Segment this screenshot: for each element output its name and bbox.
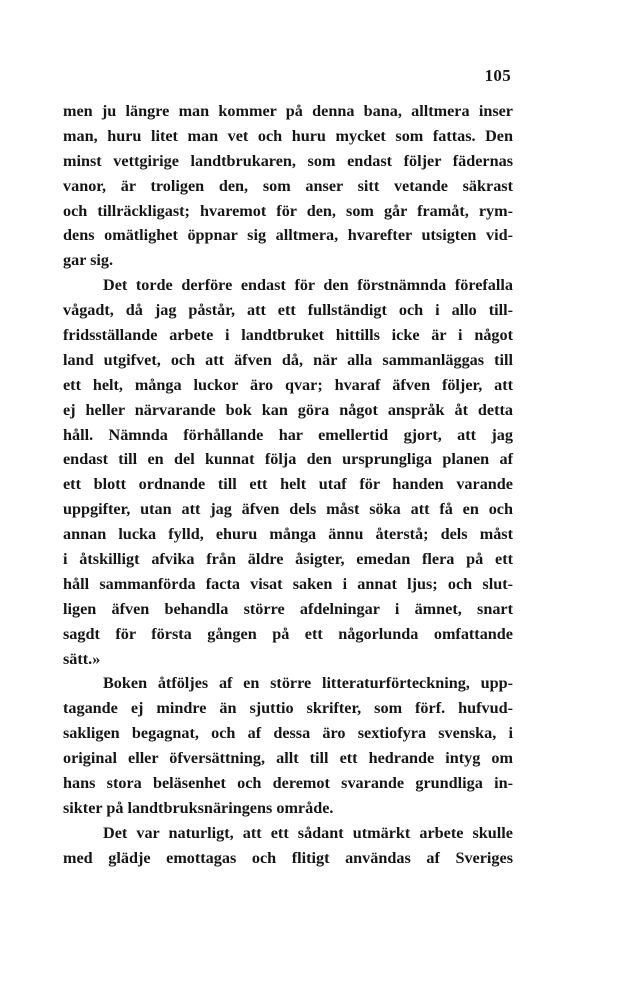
text-line: ett helt, många luckor äro qvar; hvaraf äfven följer, att bbox=[63, 375, 513, 394]
text-line: men ju längre man kommer på denna bana, alltmera inser bbox=[63, 102, 513, 120]
text-line: Boken åtföljes af en större litteraturförteckning, upp- bbox=[103, 674, 513, 693]
text-line: sagdt för första gången på ett någorlunda omfattande bbox=[63, 624, 513, 643]
text-line: minst vettgirige landtbrukaren, som endast följer fädernas bbox=[63, 151, 513, 170]
text-line: gar sig. bbox=[63, 251, 114, 270]
text-line: sätt.» bbox=[63, 649, 101, 668]
text-line: Det torde derföre endast för den förstnämnda förefalla bbox=[103, 276, 513, 295]
text-line: annan lucka fylld, ehuru många ännu återstå; dels måst bbox=[63, 525, 513, 544]
text-line: uppgifter, utan att jag äfven dels måst söka att få en och bbox=[63, 500, 513, 519]
text-line: Det var naturligt, att ett sådant utmärkt arbete skulle bbox=[103, 823, 513, 842]
text-line: hans stora beläsenhet och deremot svarande grundliga in- bbox=[63, 774, 513, 793]
text-line: endast till en del kunnat följa den ursprungliga planen af bbox=[63, 450, 513, 469]
text-line: håll. Nämnda förhållande har emellertid gjort, att jag bbox=[63, 425, 513, 444]
body-text bbox=[63, 99, 513, 871]
text-line: i åtskilligt afvika från äldre åsigter, emedan flera på ett bbox=[63, 550, 513, 569]
text-line: håll sammanförda facta visat saken i annat ljus; och slut- bbox=[63, 574, 513, 593]
text-line: vågadt, då jag påstår, att ett fullständigt och i allo till- bbox=[63, 301, 513, 320]
text-line: man, huru litet man vet och huru mycket som fattas. Den bbox=[63, 126, 513, 145]
text-line: fridsställande arbete i landtbruket hittills icke är i något bbox=[63, 326, 513, 345]
text-line: dens omätlighet öppnar sig alltmera, hvarefter utsigten vid- bbox=[63, 226, 513, 245]
text-line: ej heller närvarande bok kan göra något anspråk åt detta bbox=[63, 400, 513, 419]
text-line: ligen äfven behandla större afdelningar i ämnet, snart bbox=[63, 599, 513, 618]
text-line: sikter på landtbruksnäringens område. bbox=[63, 798, 334, 817]
page-number: 105 bbox=[484, 66, 511, 85]
text-line: med glädje emottagas och flitigt användas af Sveriges bbox=[63, 848, 513, 867]
text-line: land utgifvet, och att äfven då, när alla sammanläggas till bbox=[63, 350, 513, 369]
text-line: ett blott ordnande till ett helt utaf för handen varande bbox=[63, 475, 513, 494]
text-line: sakligen begagnat, och af dessa äro sextiofyra svenska, i bbox=[63, 724, 513, 743]
text-line: original eller öfversättning, allt till ett hedrande intyg om bbox=[63, 749, 513, 768]
text-line: vanor, är troligen den, som anser sitt vetande säkrast bbox=[63, 176, 513, 195]
text-line: och tillräckligast; hvaremot för den, som går framåt, rym- bbox=[63, 201, 513, 220]
text-line: tagande ej mindre än sjuttio skrifter, som förf. hufvud- bbox=[63, 699, 513, 718]
